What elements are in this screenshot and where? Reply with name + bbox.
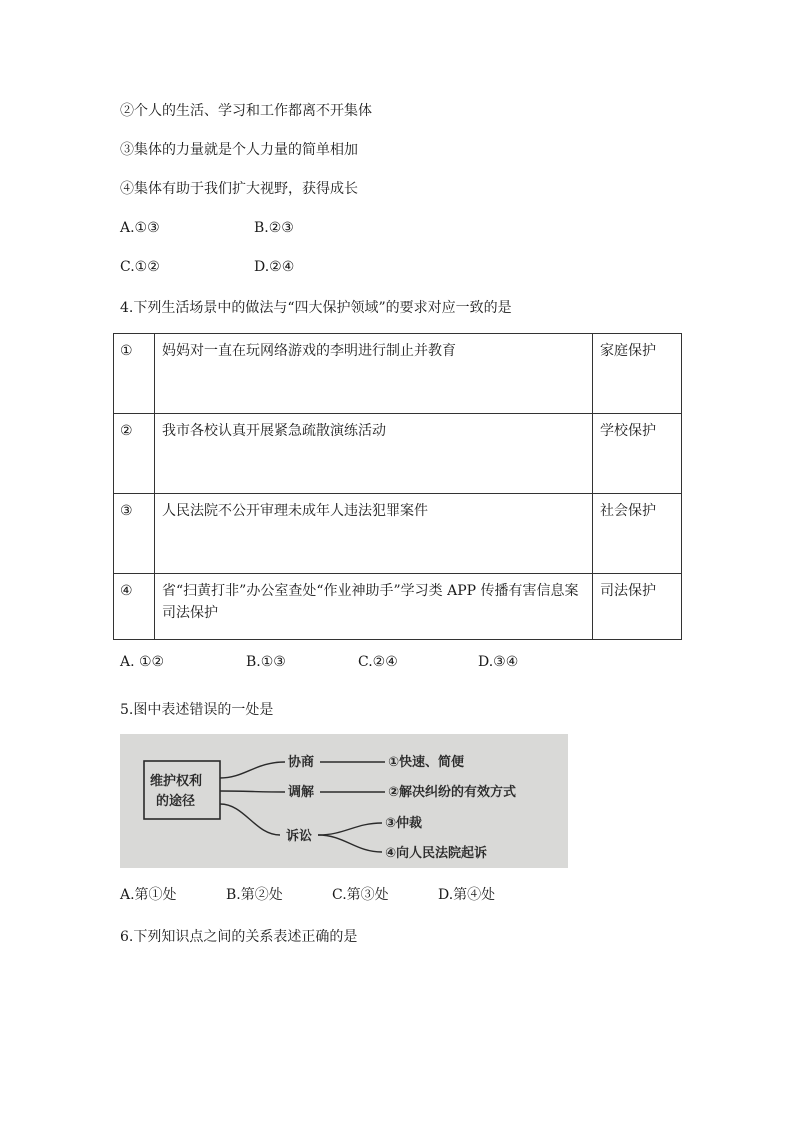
connector-box-branch-1 (220, 762, 285, 778)
leaf-label-2: ②解决纠纷的有效方式 (388, 785, 517, 800)
row-number: ① (114, 334, 155, 414)
row-text: 省“扫黄打非”办公室查处“作业神助手”学习类 APP 传播有害信息案司法保护 (155, 574, 593, 640)
q4-table (113, 333, 682, 640)
row-domain: 家庭保护 (593, 334, 682, 414)
row-domain: 学校保护 (593, 414, 682, 494)
root-box-line2: 的途径 (156, 794, 196, 809)
root-box-line1: 维护权利 (150, 774, 203, 789)
leaf-label-1: ①快速、简便 (388, 755, 465, 770)
rights-diagram (120, 734, 568, 868)
q4-option-a: A. ①② (120, 654, 165, 670)
row-domain: 社会保护 (593, 494, 682, 574)
q3-item-2: ②个人的生活、学习和工作都离不开集体 (120, 103, 372, 119)
leaf-label-3: ③仲裁 (385, 816, 423, 831)
q5-option-a: A.第①处 (120, 887, 177, 903)
q3-item-4: ④集体有助于我们扩大视野，获得成长 (120, 181, 358, 197)
rights-diagram-svg (120, 734, 568, 868)
row-number: ② (114, 414, 155, 494)
table-row (114, 574, 682, 640)
connector-box-branch-2 (220, 791, 285, 792)
q4-option-c: C.②④ (358, 654, 398, 670)
table-row (114, 414, 682, 494)
branch-label-2: 调解 (288, 785, 315, 800)
q3-option-c: C.①② (120, 259, 160, 275)
q4-option-b: B.①③ (246, 654, 286, 670)
row-text: 人民法院不公开审理未成年人违法犯罪案件 (155, 494, 593, 574)
row-number: ③ (114, 494, 155, 574)
row-text: 妈妈对一直在玩网络游戏的李明进行制止并教育 (155, 334, 593, 414)
row-number: ④ (114, 574, 155, 640)
root-box (144, 761, 220, 819)
q3-option-b: B.②③ (254, 220, 294, 236)
connector-box-branch-3 (220, 804, 280, 835)
q6-stem: 6.下列知识点之间的关系表述正确的是 (120, 929, 358, 945)
branch-label-3: 诉讼 (286, 829, 313, 844)
leaf-label-4: ④向人民法院起诉 (385, 846, 488, 861)
q5-option-b: B.第②处 (226, 887, 283, 903)
row-text: 我市各校认真开展紧急疏散演练活动 (155, 414, 593, 494)
q3-option-d: D.②④ (254, 259, 295, 275)
q3-item-3: ③集体的力量就是个人力量的简单相加 (120, 142, 358, 158)
branch-label-1: 协商 (288, 755, 315, 770)
connector-branch3-leaf3 (318, 823, 382, 835)
q3-option-a: A.①③ (120, 220, 160, 236)
q4-stem: 4.下列生活场景中的做法与“四大保护领域”的要求对应一致的是 (120, 300, 512, 316)
q5-option-c: C.第③处 (332, 887, 389, 903)
q5-stem: 5.图中表述错误的一处是 (120, 702, 274, 718)
table-row (114, 334, 682, 414)
table-row (114, 494, 682, 574)
connector-branch3-leaf4 (318, 835, 382, 852)
row-domain: 司法保护 (593, 574, 682, 640)
q5-option-d: D.第④处 (438, 887, 496, 903)
q4-option-d: D.③④ (478, 654, 519, 670)
